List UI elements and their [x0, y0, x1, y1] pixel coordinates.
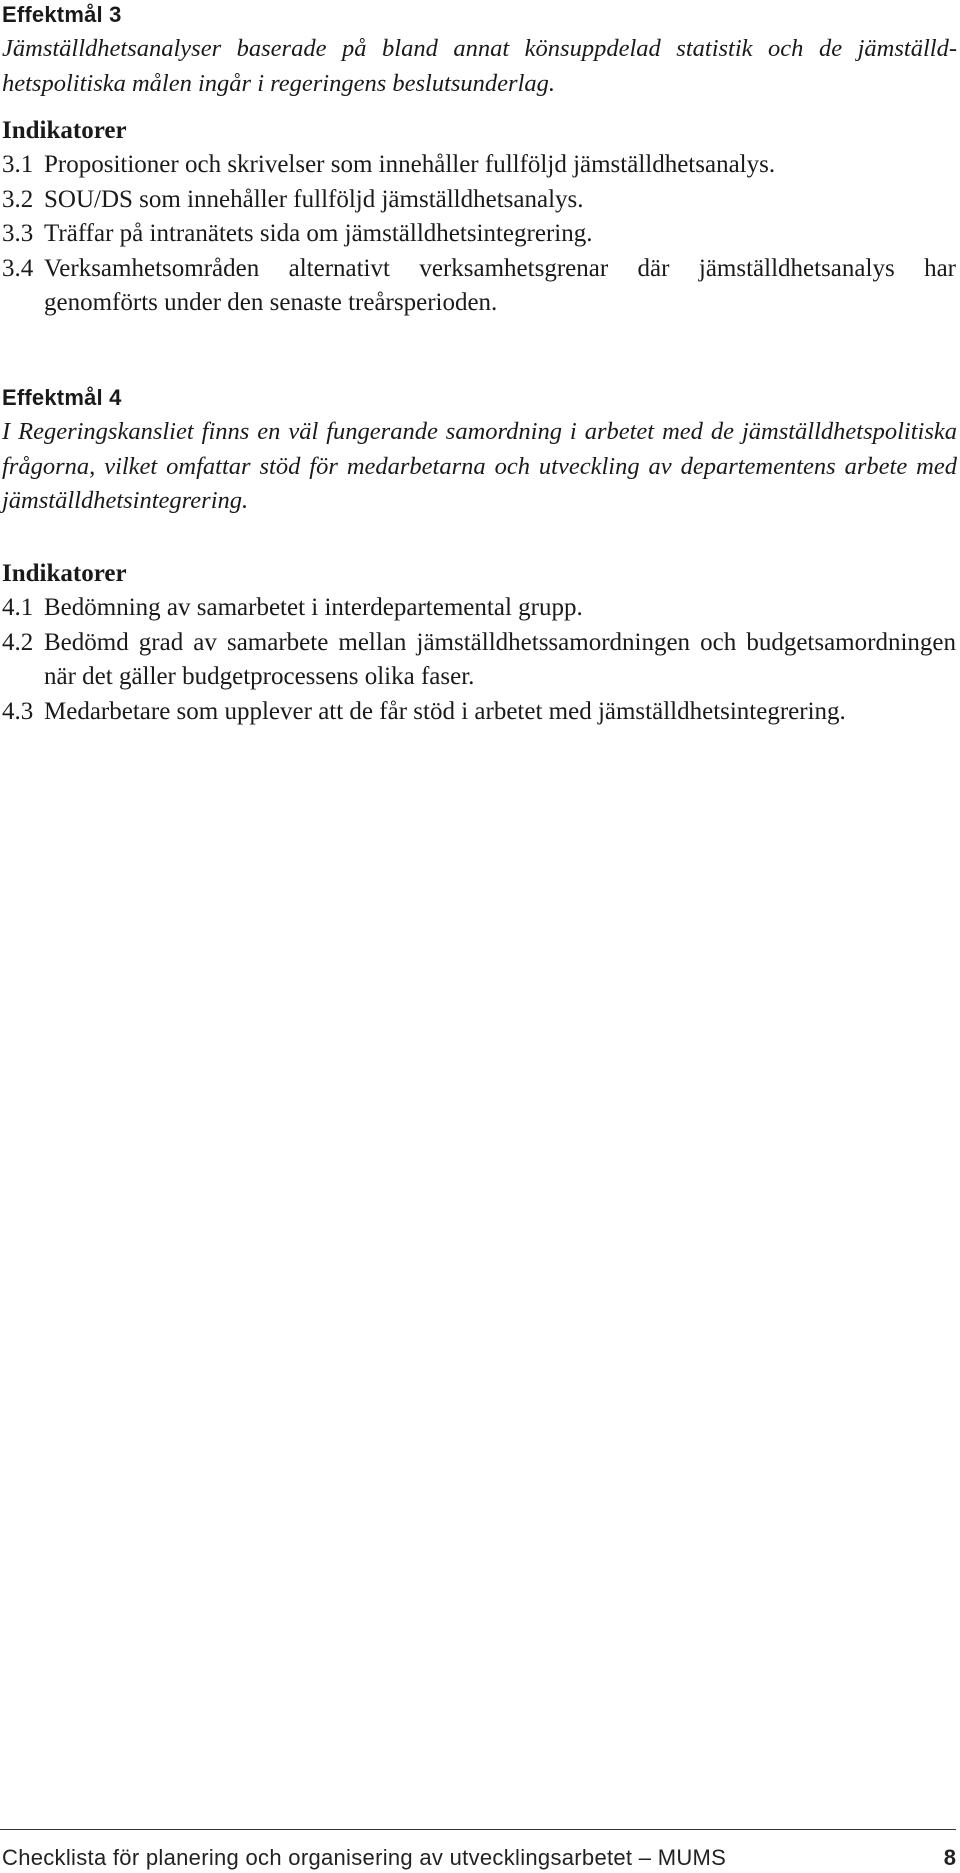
- indicator-number: 3.4: [2, 254, 34, 282]
- indicator-number: 3.2: [2, 185, 34, 213]
- indicator-text: Medarbetare som upplever att de får stöd i arbetet med jämställdhetsintegrering.: [44, 697, 846, 725]
- page-number: 8: [943, 1845, 956, 1870]
- indicator-item: [0, 217, 956, 252]
- indicator-number: 4.2: [2, 628, 34, 656]
- indicator-number: 4.1: [2, 594, 34, 621]
- section-heading: Effektmål 4: [2, 385, 122, 410]
- indicator-item: [0, 626, 956, 695]
- indicator-item: [0, 591, 956, 626]
- goal-statement: I Regeringskansliet finns en väl fungerande samordning i arbetet med de jämställdhetspolitiska frågorna, vilket omfattar stöd för medarbetarna och utveckling av departementens arbete med jämställdhetsintegrering.: [2, 418, 957, 514]
- indicators-block-4: [0, 557, 960, 729]
- indicator-number: 3.3: [2, 220, 34, 247]
- indicator-text: Verksamhetsområden alternativt verksamhetsgrenar där jämställdhetsanalys har genomförts under den senaste treårsperioden.: [44, 254, 956, 316]
- indicator-item: [0, 252, 956, 321]
- indicators-title: Indikatorer: [2, 117, 127, 144]
- indicator-text: Bedömd grad av samarbete mellan jämställdhetssamordningen och budgetsamordningen när det gäller budgetprocessens olika faser.: [44, 628, 956, 690]
- section-effektmal-4: [0, 383, 960, 519]
- indicator-item: [0, 148, 956, 183]
- indicator-text: Bedömning av samarbetet i interdepartemental grupp.: [44, 594, 583, 621]
- indicators-block-3: [0, 114, 960, 321]
- footer-title: Checklista för planering och organisering av utvecklingsarbetet – MUMS: [2, 1845, 727, 1870]
- indicator-text: Träffar på intranätets sida om jämställdhetsintegrering.: [44, 220, 593, 247]
- indicator-text: Propositioner och skrivelser som innehåller fullföljd jämställdhetsanalys.: [44, 151, 776, 178]
- indicator-list: [0, 591, 960, 729]
- goal-statement: Jämställdhetsanalyser baserade på bland annat könsuppdelad statistik och de jämställdhetspolitiska målen ingår i regeringens beslutsunderlag.: [2, 35, 957, 97]
- indicator-item: [0, 695, 956, 730]
- section-heading: Effektmål 3: [2, 2, 122, 27]
- indicator-list: [0, 148, 960, 321]
- indicator-number: 4.3: [2, 697, 34, 725]
- indicators-title: Indikatorer: [2, 560, 127, 587]
- indicator-text: SOU/DS som innehåller fullföljd jämställdhetsanalys.: [44, 185, 584, 213]
- indicator-item: [0, 183, 956, 218]
- section-effektmal-3: [0, 0, 960, 101]
- indicator-number: 3.1: [2, 151, 34, 178]
- page-footer: [0, 1829, 956, 1870]
